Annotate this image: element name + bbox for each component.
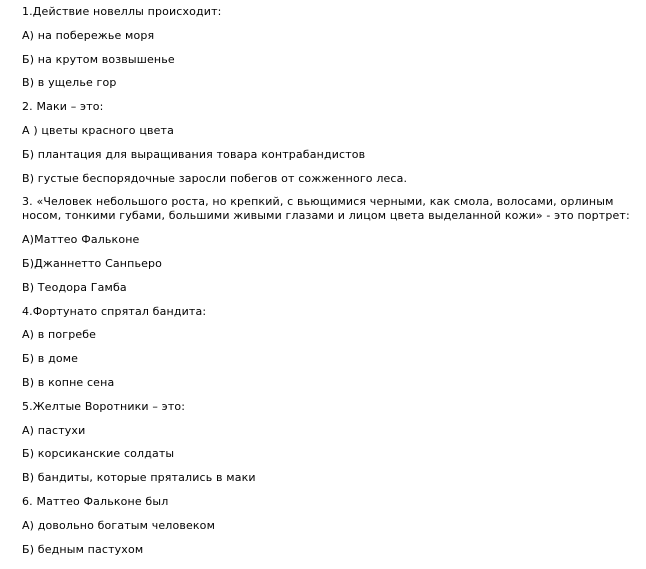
question-5-option-a: А) пастухи: [22, 423, 86, 437]
question-4-option-b: Б) в доме: [22, 352, 79, 366]
question-4-option-c: В) в копне сена: [22, 375, 115, 389]
question-1-option-b: Б) на крутом возвышенье: [22, 52, 175, 66]
question-1-option-a: А) на побережье моря: [22, 28, 155, 42]
question-5-option-c: В) бандиты, которые прятались в маки: [22, 471, 256, 485]
question-2-option-c: В) густые беспорядочные заросли побегов от сожженного леса.: [22, 171, 408, 185]
question-2: 2. Маки – это:: [22, 100, 104, 114]
question-4-option-a: А) в погребе: [22, 328, 97, 342]
document-body: [22, 5, 638, 566]
question-3-option-b: Б)Джаннетто Санпьеро: [22, 256, 163, 270]
question-5-option-b: Б) корсиканские солдаты: [22, 447, 175, 461]
question-6-option-a: А) довольно богатым человеком: [22, 518, 216, 532]
question-3: 3. «Человек небольшого роста, но крепкий, с вьющимися черными, как смола, волосами, орлиным носом, тонкими губами, большими живыми глазами и лицом цвета выделанной кожи» - это портрет:: [22, 195, 630, 223]
question-1: 1.Действие новеллы происходит:: [22, 5, 222, 18]
question-3-option-a: А)Маттео Фальконе: [22, 233, 140, 247]
question-3-option-c: В) Теодора Гамба: [22, 280, 127, 294]
question-6-option-b: Б) бедным пастухом: [22, 542, 144, 556]
question-2-option-a: А ) цветы красного цвета: [22, 123, 174, 137]
question-6: 6. Маттео Фальконе был: [22, 494, 169, 508]
question-5: 5.Желтые Воротники – это:: [22, 399, 186, 413]
question-2-option-b: Б) плантация для выращивания товара контрабандистов: [22, 147, 366, 161]
question-1-option-c: В) в ущелье гор: [22, 76, 117, 90]
question-4: 4.Фортунато спрятал бандита:: [22, 304, 207, 318]
